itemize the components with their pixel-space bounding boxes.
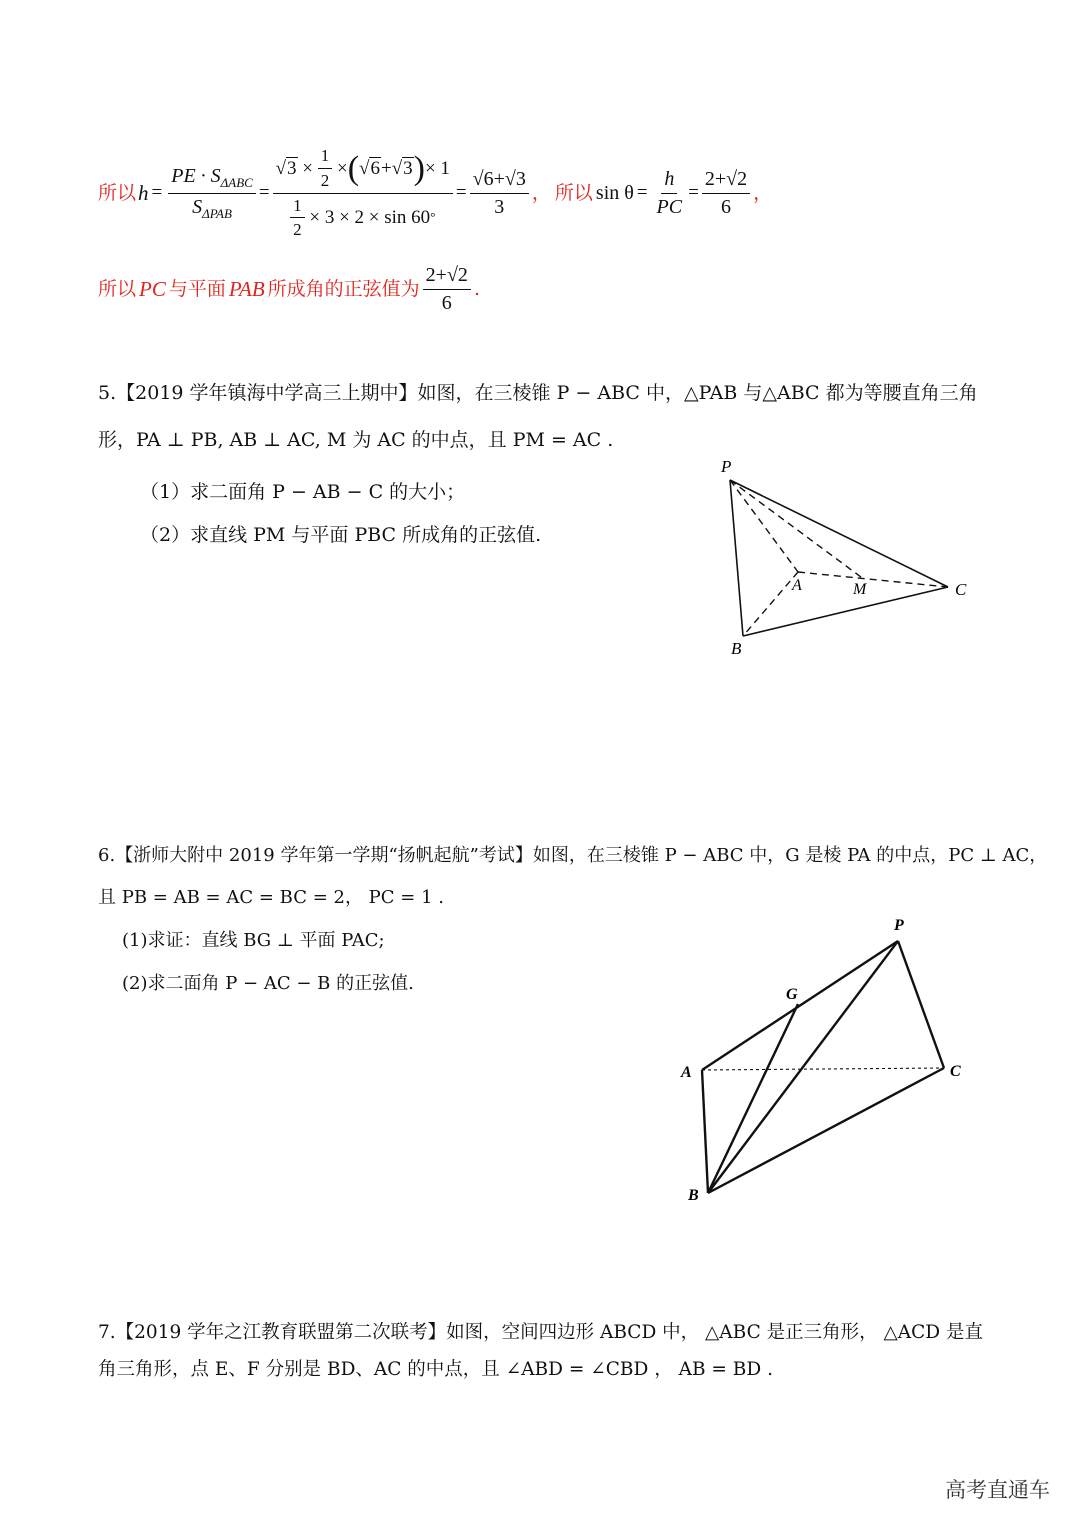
q7-stem-line-1: 7.【2019 学年之江教育联盟第二次联考】如图，空间四边形 ABCD 中， △ABC 是正三角形， △ACD 是直 [98,1322,983,1343]
q5-figure [700,450,990,665]
sin-theta: sin θ [595,182,634,204]
fraction-expanded: √3 × $\frac{1}{2}$ × ( √6 + √3 ) × 1 $\frac{1}{2}$ × 3 × 2 × sin 60 ° [273,146,453,239]
solution-prefix: 所以 [98,182,137,204]
q6-label-C: C [950,1063,961,1080]
q5-stem-line-2: 形，PA ⊥ PB, AB ⊥ AC, M 为 AC 的中点，且 PM = AC . [98,429,614,451]
fraction-h-pc: $\frac{h}{PC}$ [656,167,683,218]
q5-label-P: P [721,457,732,476]
q5-stem-line-1: 5.【2019 学年镇海中学高三上期中】如图，在三棱锥 P − ABC 中，△PAB 与△ABC 都为等腰直角三角 [98,382,978,404]
q5-label-C: C [955,580,967,599]
q5-sub-1: （1）求二面角 P − AB − C 的大小； [140,481,466,503]
q6-label-P: P [894,917,904,934]
solution-prefix-2: 所以 [554,182,593,204]
q6-label-A: A [681,1064,692,1081]
q6-stem-line-1: 6.【浙师大附中 2019 学年第一学期“扬帆起航”考试】如图，在三棱锥 P − ABC 中，G 是棱 PA 的中点，PC ⊥ AC， [98,845,1048,866]
fraction-result-2: $\frac{2+√2}{6}$ [423,264,471,315]
fraction-simplified: $\frac{√6+√3}{3}$ [470,168,529,219]
q5-label-A: A [792,577,802,594]
q6-stem-line-2: 且 PB = AB = AC = BC = 2， PC = 1 . [98,887,444,908]
q6-label-G: G [786,986,798,1003]
q5-label-B: B [731,639,742,658]
q5-label-M: M [853,581,867,598]
q7-stem-line-2: 角三角形，点 E、F 分别是 BD、AC 的中点，且 ∠ABD = ∠CBD ， AB = BD . [98,1359,773,1380]
solution-line-2: 所以 PC 与平面 PAB 所成角的正弦值为 $\frac{2+√2}{6}$ . [98,263,480,314]
symbol-h: h [138,181,149,205]
q6-sub-1: (1)求证：直线 BG ⊥ 平面 PAC; [122,930,385,951]
solution-line-1: 所以 h = $\frac{PE \cdot S_{\Delta ABC}}{S_{\Delta PAB}}$ = √3 × $\frac{1}{2}$ × ( √6 + √3 ) × 1 $\frac{1}{2}$ × 3 × 2 × sin 60 ° = $\frac{√6+√3}{3}$ ， 所以 sin θ = $\frac{h}{PC}$ = $\frac{2+√2}{6}$ ， [98,146,773,240]
fraction-pe-s: $\frac{PE \cdot S_{\Delta ABC}}{S_{\Delta PAB}}$ [168,165,256,222]
q6-sub-2: (2)求二面角 P − AC − B 的正弦值. [122,973,414,994]
fraction-result-1: $\frac{2+√2}{6}$ [702,168,750,219]
q6-figure [670,905,980,1205]
q6-label-B: B [688,1187,699,1204]
q5-sub-2: （2）求直线 PM 与平面 PBC 所成角的正弦值. [140,524,542,546]
watermark-text: 高考直通车 [945,1478,1050,1502]
